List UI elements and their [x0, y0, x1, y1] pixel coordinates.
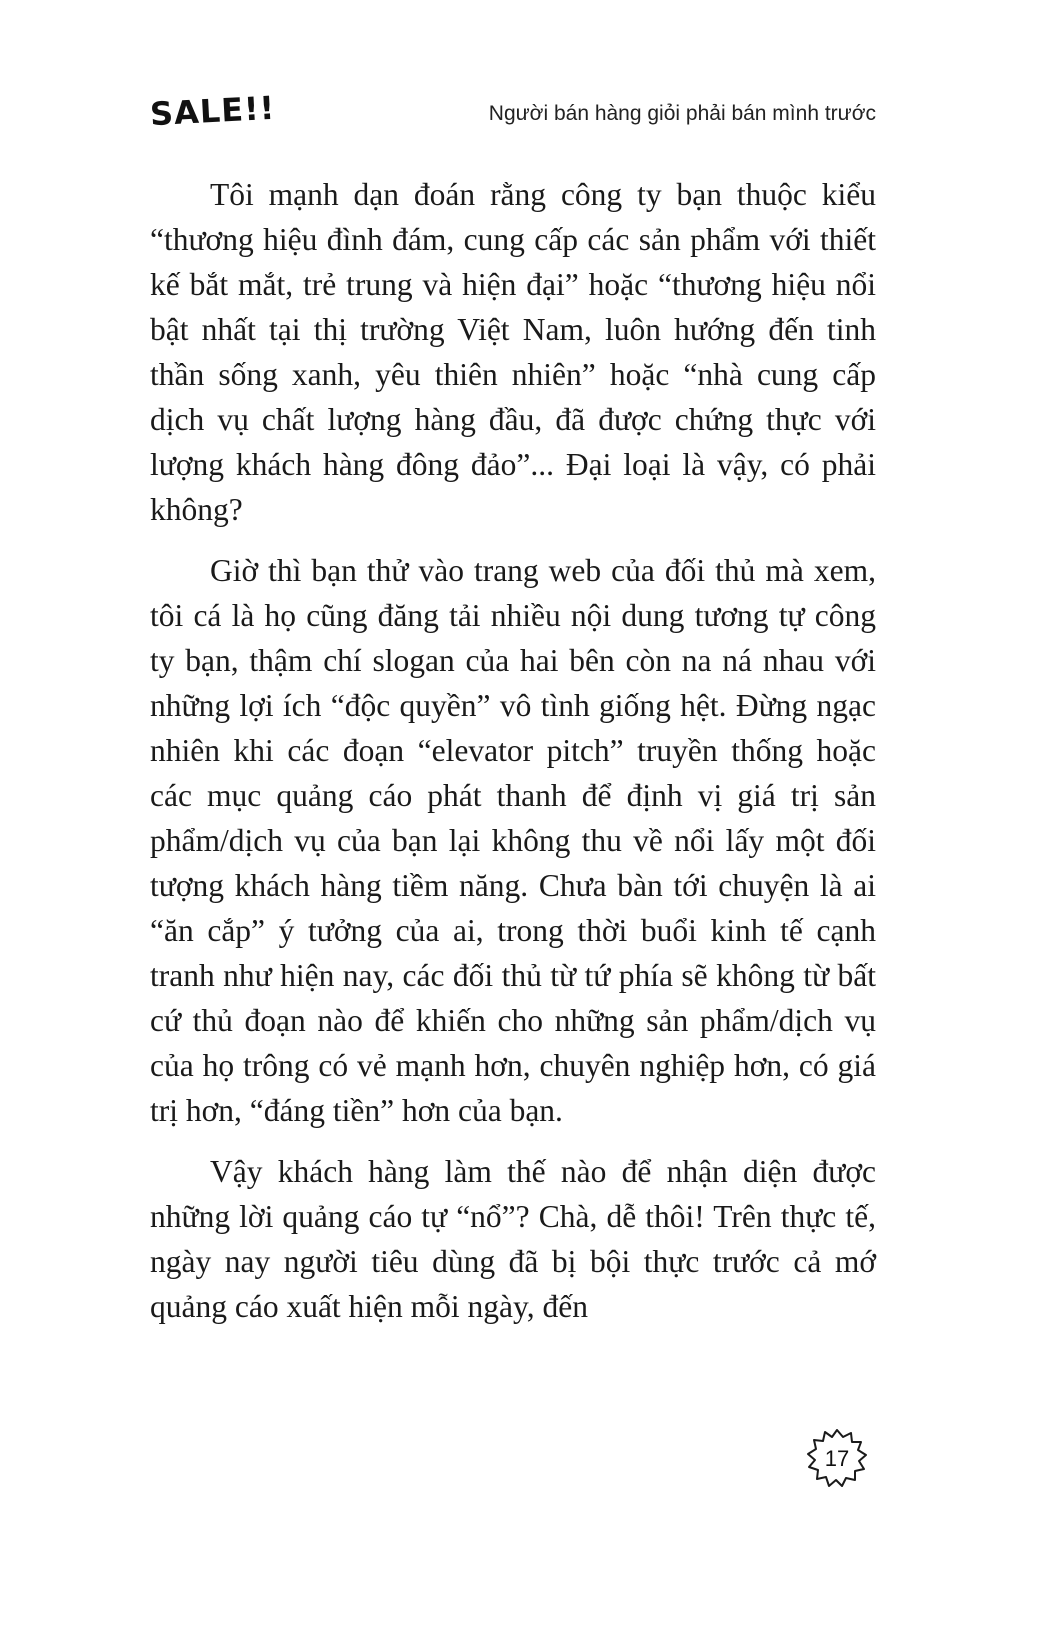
paragraph-1: Tôi mạnh dạn đoán rằng công ty bạn thuộc kiểu “thương hiệu đình đám, cung cấp các sản phẩm với thiết kế bắt mắt, trẻ trung và hiện đại” hoặc “thương hiệu nổi bật nhất tại thị trường Việt Nam, luôn hướng đến tinh thần sống xanh, yêu thiên nhiên” hoặc “nhà cung cấp dịch vụ chất lượng hàng đầu, đã được chứng thực với lượng khách hàng đông đảo”... Đại loại là vậy, có phải không?: [150, 177, 876, 527]
page-number: 17: [824, 1446, 850, 1471]
paragraph-2: Giờ thì bạn thử vào trang web của đối thủ mà xem, tôi cá là họ cũng đăng tải nhiều nội dung tương tự công ty bạn, thậm chí slogan của hai bên còn na ná nhau với những lợi ích “độc quyền” vô tình giống hệt. Đừng ngạc nhiên khi các đoạn “elevator pitch” truyền thống hoặc các mục quảng cáo phát thanh để định vị giá trị sản phẩm/dịch vụ của bạn lại không thu về nổi lấy một đối tượng khách hàng tiềm năng. Chưa bàn tới chuyện là ai “ăn cắp” ý tưởng của ai, trong thời buổi kinh tế cạnh tranh như hiện nay, các đối thủ từ tứ phía sẽ không từ bất cứ thủ đoạn nào để khiến cho những sản phẩm/dịch vụ của họ trông có vẻ mạnh hơn, chuyên nghiệp hơn, có giá trị hơn, “đáng tiền” hơn của bạn.: [150, 553, 876, 1128]
page-number-badge: [806, 1428, 868, 1490]
page-header: [150, 88, 876, 136]
paragraph-3: Vậy khách hàng làm thế nào để nhận diện được những lời quảng cáo tự “nổ”? Chà, dễ thôi! Trên thực tế, ngày nay người tiêu dùng đã bị bội thực trước cả mớ quảng cáo xuất hiện mỗi ngày, đến: [150, 1154, 876, 1324]
body-text: [150, 172, 876, 1345]
running-title: Người bán hàng giỏi phải bán mình trước: [488, 102, 876, 125]
sale-logo: SALE!!: [149, 88, 277, 134]
